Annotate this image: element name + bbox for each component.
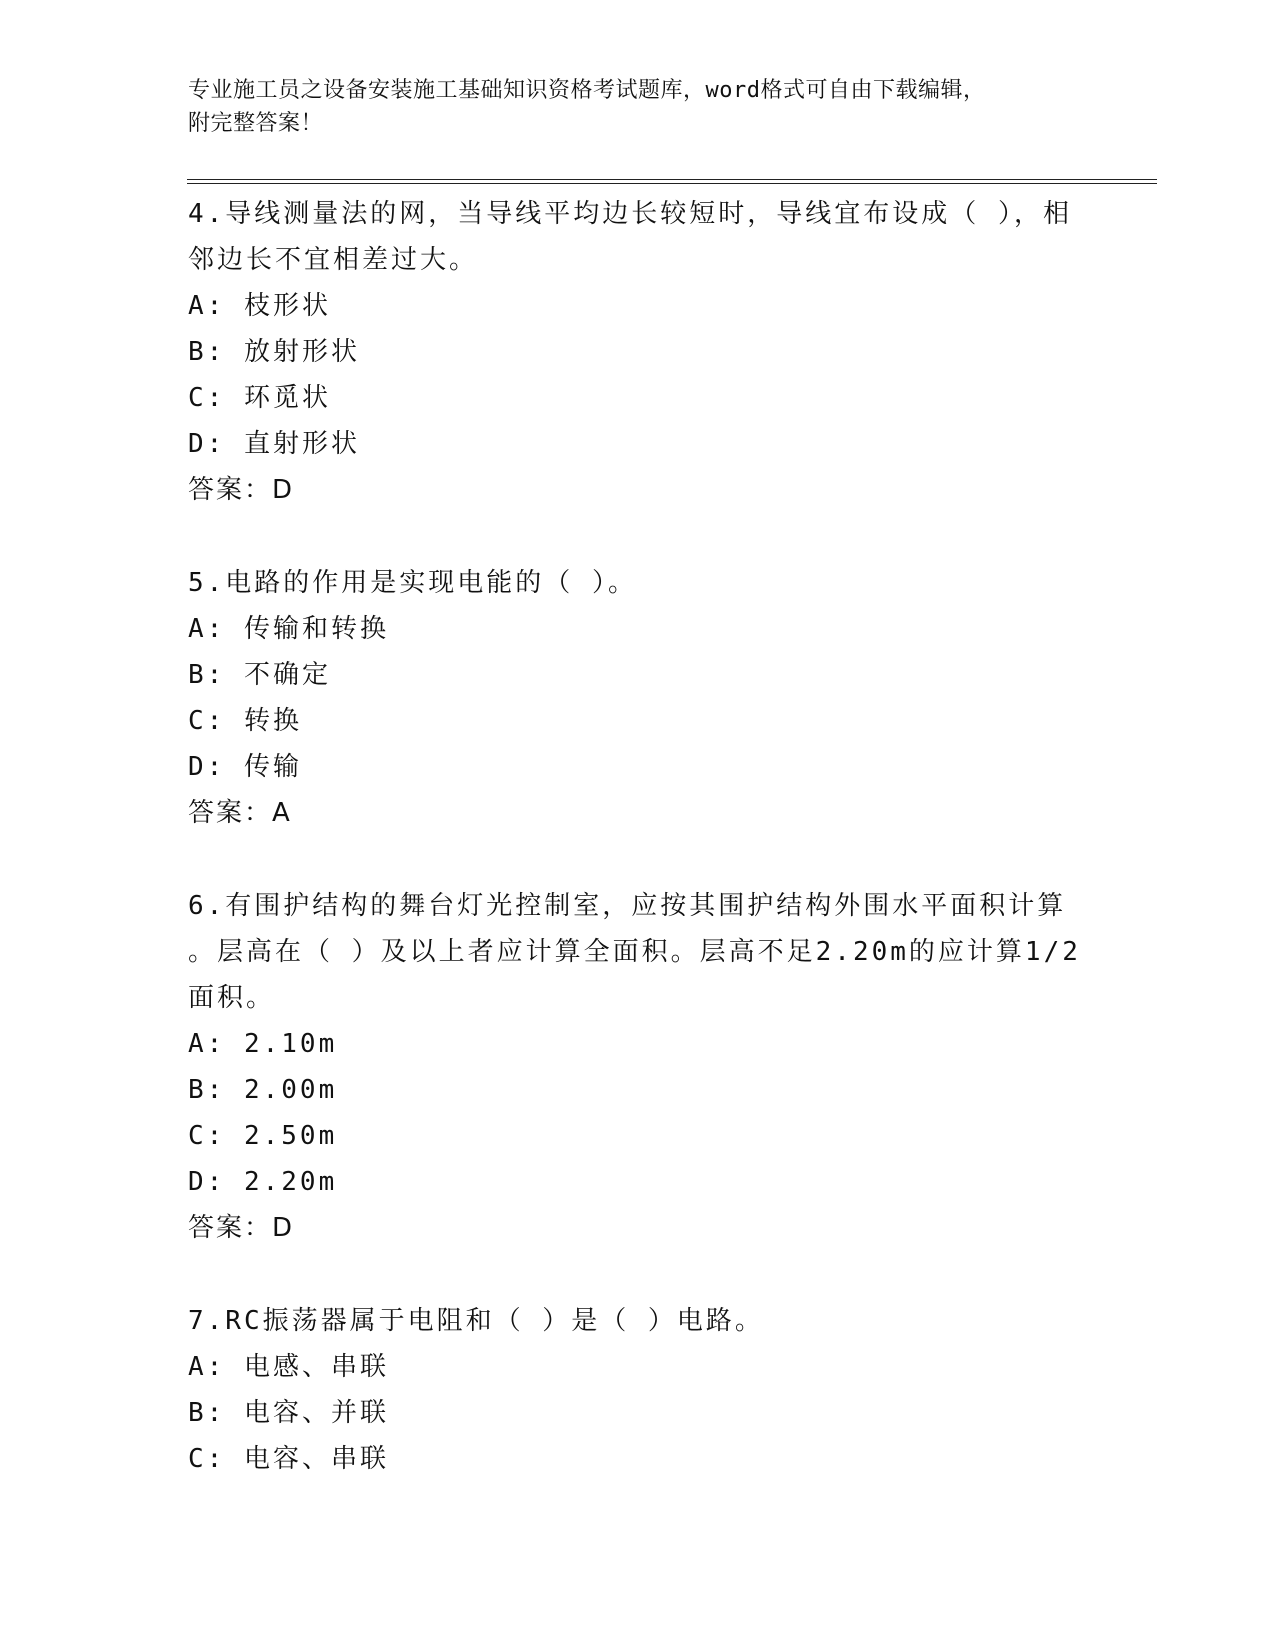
option-a: A: 传输和转换 bbox=[188, 614, 389, 644]
question-6 bbox=[188, 883, 1088, 1251]
header-line-1: 专业施工员之设备安装施工基础知识资格考试题库，word格式可自由下载编辑， bbox=[188, 78, 986, 103]
question-list bbox=[188, 191, 1088, 1529]
option-a: A: 电感、串联 bbox=[188, 1352, 389, 1382]
option-d: D: 传输 bbox=[188, 752, 302, 782]
option-c: C: 电容、串联 bbox=[188, 1444, 389, 1474]
document-header bbox=[188, 74, 1088, 140]
answer-line: 答案：D bbox=[188, 1213, 295, 1243]
option-a: A: 2.10m bbox=[188, 1029, 338, 1059]
option-a: A: 枝形状 bbox=[188, 291, 331, 321]
header-divider-top bbox=[187, 179, 1157, 180]
option-b: B: 放射形状 bbox=[188, 337, 360, 367]
question-7 bbox=[188, 1298, 1088, 1482]
question-stem-line: 5.电路的作用是实现电能的（ ）。 bbox=[188, 568, 637, 598]
option-c: C: 转换 bbox=[188, 706, 302, 736]
answer-line: 答案：A bbox=[188, 798, 292, 828]
option-b: B: 不确定 bbox=[188, 660, 331, 690]
option-c: C: 环觅状 bbox=[188, 383, 331, 413]
question-4 bbox=[188, 191, 1088, 513]
question-stem-line: 6.有围护结构的舞台灯光控制室，应按其围护结构外围水平面积计算 bbox=[188, 891, 1067, 921]
question-stem-line: 。层高在（ ）及以上者应计算全面积。层高不足2.20m的应计算1/2 bbox=[188, 937, 1081, 967]
question-stem-line: 邻边长不宜相差过大。 bbox=[188, 245, 479, 275]
option-b: B: 2.00m bbox=[188, 1075, 338, 1105]
header-divider-bottom bbox=[187, 183, 1157, 184]
option-d: D: 直射形状 bbox=[188, 429, 360, 459]
question-stem-line: 7.RC振荡器属于电阻和（ ）是（ ）电路。 bbox=[188, 1306, 764, 1336]
question-stem-line: 面积。 bbox=[188, 983, 276, 1013]
option-b: B: 电容、并联 bbox=[188, 1398, 389, 1428]
question-5 bbox=[188, 560, 1088, 836]
option-d: D: 2.20m bbox=[188, 1167, 338, 1197]
answer-line: 答案：D bbox=[188, 475, 295, 505]
question-stem-line: 4.导线测量法的网，当导线平均边长较短时，导线宜布设成（ ），相 bbox=[188, 199, 1072, 229]
option-c: C: 2.50m bbox=[188, 1121, 338, 1151]
header-line-2: 附完整答案！ bbox=[188, 111, 324, 136]
